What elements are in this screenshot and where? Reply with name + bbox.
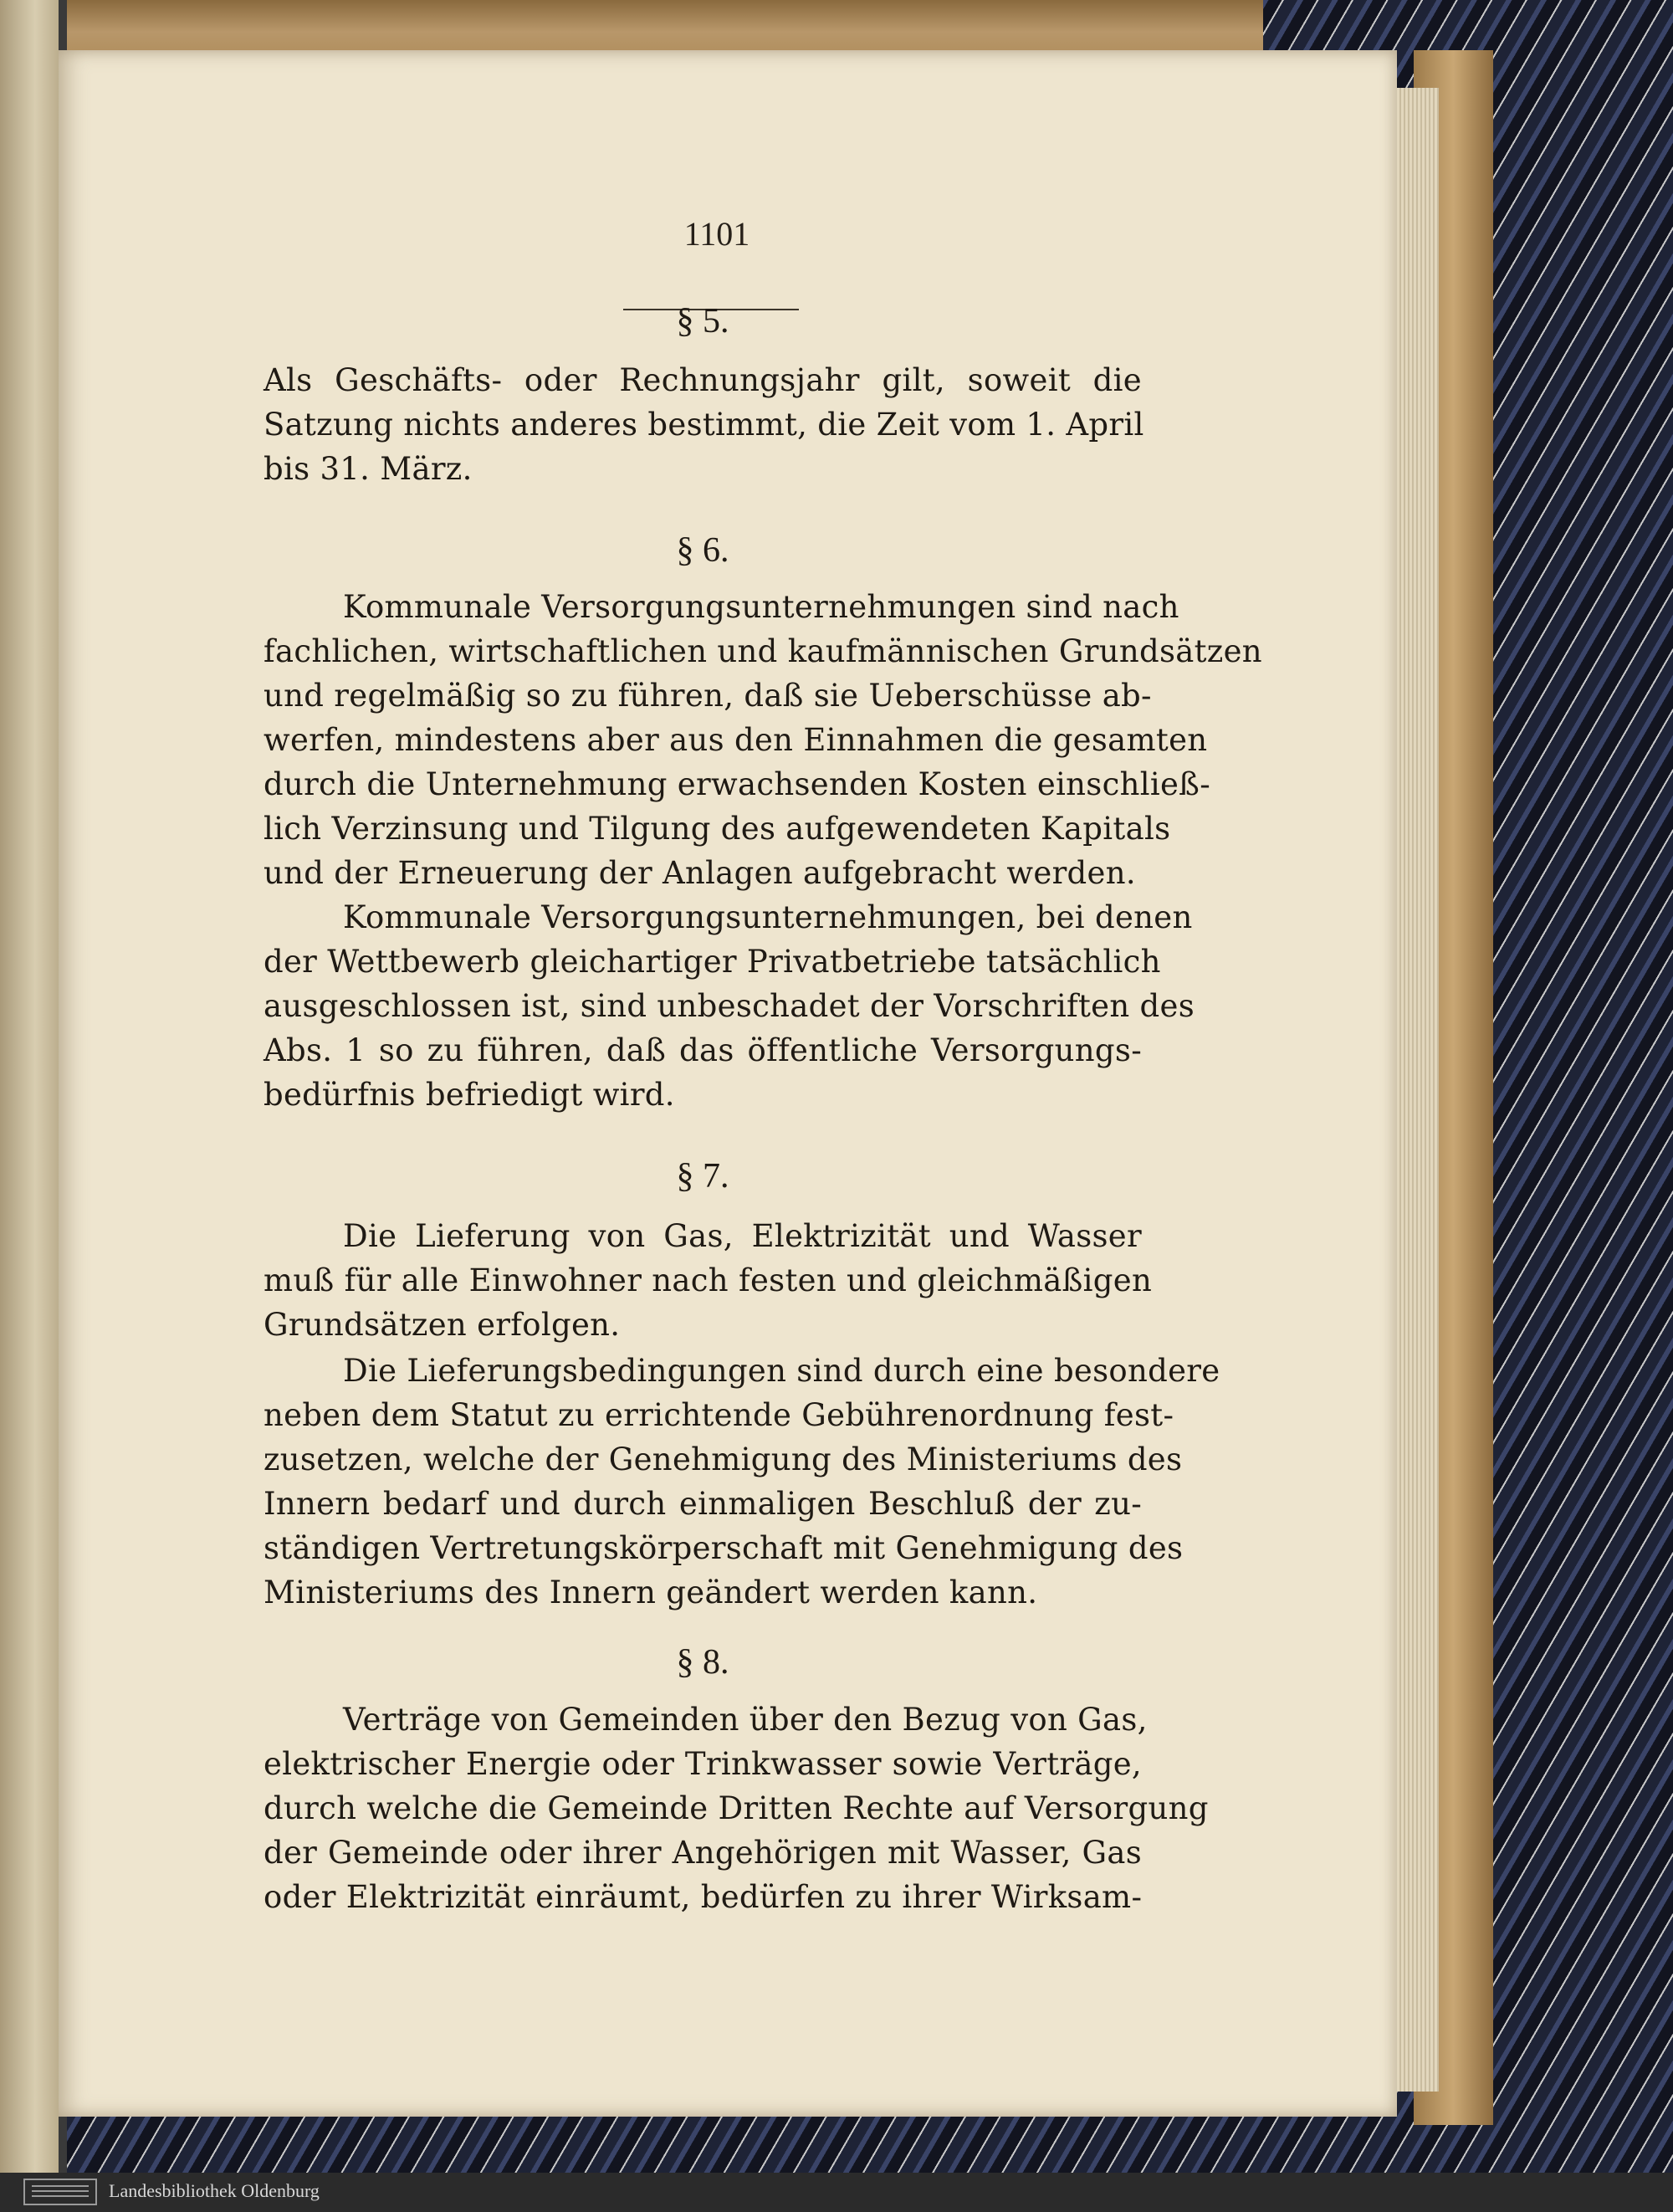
text-line: der Wettbewerb gleichartiger Privatbetriebe tatsächlich	[263, 944, 1161, 980]
text-line: bedürfnis befriedigt wird.	[263, 1077, 675, 1113]
section-heading-6: § 6.	[676, 531, 729, 570]
book-page	[59, 50, 1397, 2117]
text-line: Als Geschäfts- oder Rechnungsjahr gilt, soweit die	[263, 362, 1142, 398]
section-heading-5: § 5.	[676, 302, 729, 341]
library-logo-icon	[23, 2179, 97, 2205]
facing-page-edge	[0, 0, 59, 2175]
text-line: muß für alle Einwohner nach festen und gleichmäßigen	[263, 1262, 1153, 1298]
text-line: fachlichen, wirtschaftlichen und kaufmännischen Grundsätzen	[263, 633, 1262, 669]
text-line: elektrischer Energie oder Trinkwasser sowie Verträge,	[263, 1746, 1142, 1782]
text-line: und der Erneuerung der Anlagen aufgebracht werden.	[263, 855, 1136, 891]
text-line: neben dem Statut zu errichtende Gebührenordnung fest-	[263, 1397, 1174, 1433]
text-line: Kommunale Versorgungsunternehmungen sind nach	[343, 589, 1179, 625]
text-line: Die Lieferung von Gas, Elektrizität und Wasser	[343, 1218, 1142, 1254]
text-line: Kommunale Versorgungsunternehmungen, bei denen	[343, 899, 1193, 935]
text-line: durch welche die Gemeinde Dritten Rechte auf Versorgung	[263, 1790, 1209, 1826]
section-heading-7: § 7.	[676, 1157, 729, 1196]
text-line: werfen, mindestens aber aus den Einnahmen die gesamten	[263, 722, 1208, 758]
text-line: Satzung nichts anderes bestimmt, die Zeit vom 1. April	[263, 407, 1144, 443]
text-line: bis 31. März.	[263, 451, 473, 487]
text-line: und regelmäßig so zu führen, daß sie Ueberschüsse ab-	[263, 678, 1152, 714]
text-line: ständigen Vertretungskörperschaft mit Genehmigung des	[263, 1530, 1184, 1566]
text-line: Abs. 1 so zu führen, daß das öffentliche Versorgungs-	[263, 1032, 1142, 1068]
section-heading-8: § 8.	[676, 1643, 729, 1682]
text-line: Innern bedarf und durch einmaligen Beschluß der zu-	[263, 1486, 1142, 1522]
page-number: 1101	[683, 215, 750, 253]
text-line: der Gemeinde oder ihrer Angehörigen mit Wasser, Gas	[263, 1835, 1142, 1871]
text-line: zusetzen, welche der Genehmigung des Ministeriums des	[263, 1441, 1183, 1477]
text-line: durch die Unternehmung erwachsenden Kosten einschließ-	[263, 766, 1210, 802]
text-line: Ministeriums des Innern geändert werden kann.	[263, 1575, 1038, 1610]
text-line: lich Verzinsung und Tilgung des aufgewendeten Kapitals	[263, 811, 1171, 847]
footer-library-name: Landesbibliothek Oldenburg	[109, 2180, 320, 2201]
text-line: oder Elektrizität einräumt, bedürfen zu ihrer Wirksam-	[263, 1879, 1143, 1915]
text-line: Grundsätzen erfolgen.	[263, 1307, 621, 1343]
text-line: Die Lieferungsbedingungen sind durch eine besondere	[343, 1353, 1220, 1389]
text-line: ausgeschlossen ist, sind unbeschadet der Vorschriften des	[263, 988, 1195, 1024]
text-line: Verträge von Gemeinden über den Bezug von Gas,	[343, 1702, 1148, 1738]
